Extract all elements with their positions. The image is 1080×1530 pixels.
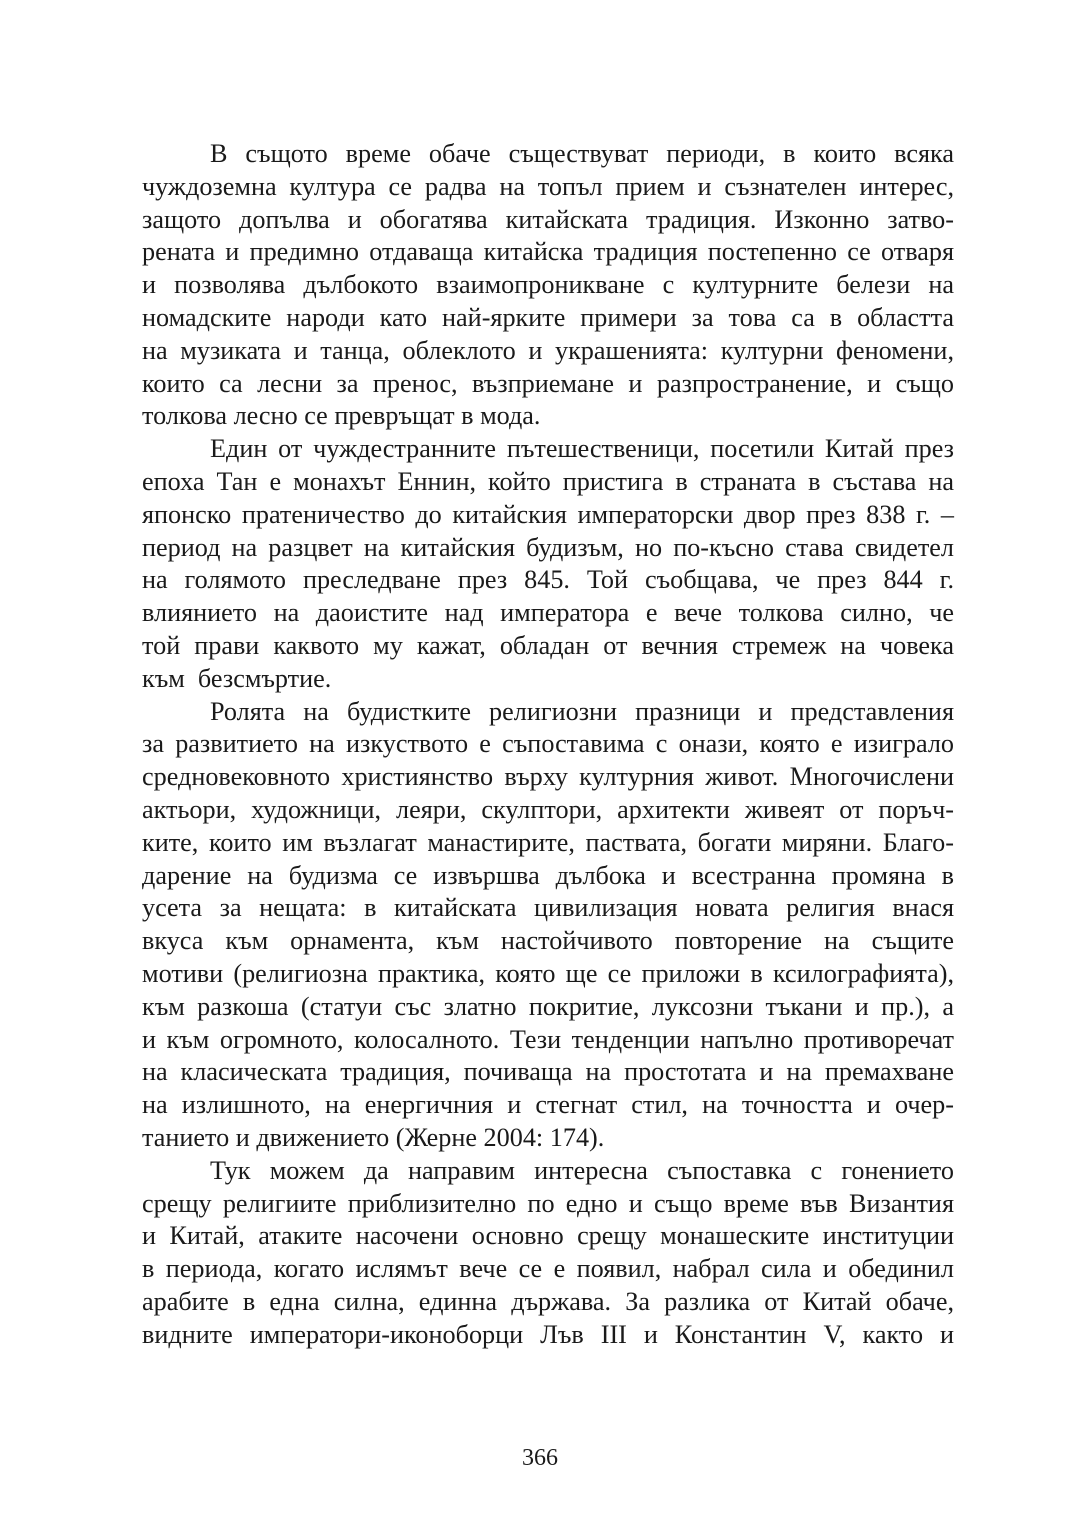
text-line: ките, които им възлагат манастирите, паствата, богати миряни. Благо- (142, 827, 954, 857)
text-line: видните императори-иконоборци Лъв III и Константин V, както и (142, 1319, 954, 1349)
text-line: толкова лесно се превръщат в мода. (142, 401, 541, 431)
text-line: и позволява дълбокото взаимопроникване с културните белези на (142, 270, 954, 300)
text-line: чуждоземна култура се радва на топъл прием и съзнателен интерес, (142, 171, 954, 201)
text-line: на голямото преследване през 845. Той съобщава, че през 844 г. (142, 565, 954, 595)
text-line: към безсмъртие. (142, 663, 332, 693)
text-line: епоха Тан е монахът Еннин, който пристига в страната в състава на (142, 466, 954, 496)
text-line: вкуса към орнамента, към настойчивото повторение на същите (142, 926, 954, 956)
text-line: мотиви (религиозна практика, която ще се приложи в ксилографията), (142, 958, 954, 988)
text-line: Тук можем да направим интересна съпоставка с гонението (210, 1155, 954, 1185)
text-line: актьори, художници, леяри, скулптори, архитекти живеят от поръч- (142, 794, 954, 824)
text-line: на излишното, на енергичния и стегнат стил, на точността и очер- (142, 1090, 954, 1120)
paragraph-4 (142, 1155, 954, 1352)
text-line: дарение на будизма се извършва дълбока и всестранна промяна в (142, 860, 954, 890)
paragraph-2 (142, 433, 954, 695)
text-line: в периода, когато ислямът вече се е появил, набрал сила и обединил (142, 1254, 954, 1284)
text-line: за развитието на изкуството е съпоставима с онази, която е изиграло (142, 729, 954, 759)
text-line: период на разцвет на китайския будизъм, но по-късно става свидетел (142, 532, 954, 562)
text-line: рената и предимно отдаваща китайска традиция постепенно се отваря (142, 237, 954, 267)
text-line: танието и движението (Жерне 2004: 174). (142, 1122, 605, 1152)
paragraph-1 (142, 138, 954, 433)
text-line: Един от чуждестранните пътешественици, посетили Китай през (210, 434, 954, 464)
text-line: номадските народи като най-ярките примери за това са в областта (142, 302, 954, 332)
text-line: средновековното християнство върху културния живот. Многочислени (142, 762, 954, 792)
text-line: и към огромното, колосалното. Тези тенденции напълно противоречат (142, 1024, 954, 1054)
text-line: срещу религиите приблизително по едно и също време във Византия (142, 1188, 954, 1218)
page-number: 366 (522, 1445, 558, 1471)
text-line: влиянието на даоистите над императора е вече толкова силно, че (142, 598, 954, 628)
text-line: защото допълва и обогатява китайската традиция. Изконно затво- (142, 204, 954, 234)
text-line: Ролята на будистките религиозни празници и представления (210, 696, 954, 726)
text-line: и Китай, атаките насочени основно срещу монашеските институции (142, 1221, 954, 1251)
text-line: усета за нещата: в китайската цивилизация новата религия внася (142, 893, 954, 923)
text-line: арабите в една силна, единна държава. За разлика от Китай обаче, (142, 1286, 954, 1316)
text-line: В същото време обаче съществуват периоди, в които всяка (210, 139, 954, 168)
text-line: които са лесни за пренос, възприемане и разпространение, и също (142, 368, 954, 398)
text-line: японско пратеничество до китайския императорски двор през 838 г. – (142, 499, 954, 529)
text-line: той прави каквото му кажат, обладан от вечния стремеж на човека (142, 630, 954, 660)
text-line: на класическата традиция, почиваща на простотата и на премахване (142, 1057, 954, 1087)
text-line: на музиката и танца, облеклото и украшенията: културни феномени, (142, 335, 954, 365)
text-line: към разкоша (статуи със златно покритие, луксозни тъкани и пр.), а (142, 991, 954, 1021)
body-text (142, 138, 954, 1351)
paragraph-3 (142, 696, 954, 1155)
